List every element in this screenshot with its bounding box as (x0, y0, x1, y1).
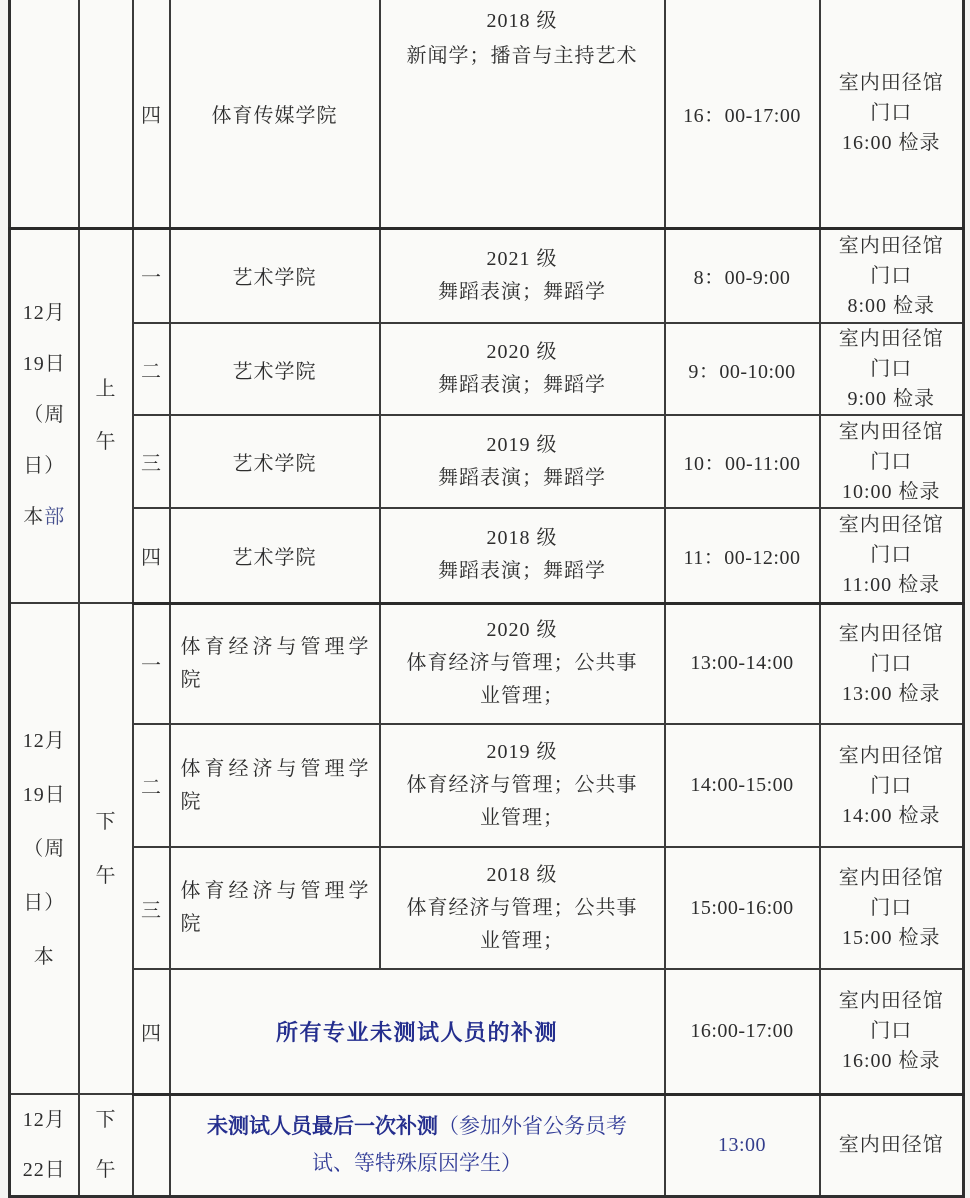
location-line: 15:00 检录 (841, 927, 941, 949)
period-cell-empty (79, 0, 133, 228)
time-slot-cell: 13:00 (665, 1094, 820, 1197)
college-line: 院 (180, 668, 205, 691)
seq-cell: 一 (133, 603, 170, 724)
location-line: 10:00 检录 (841, 480, 941, 503)
location-line: 室内田径馆 (838, 1134, 944, 1157)
seq-cell: 三 (133, 847, 170, 969)
college-line: 体育经济与管理学 (180, 757, 373, 780)
final-makeup-text (197, 1108, 637, 1182)
location-cell (820, 0, 964, 228)
majors-line: 舞蹈表演；舞蹈学 (438, 560, 606, 583)
majors-line: 业管理； (480, 807, 564, 829)
location-line: 16:00 检录 (841, 1050, 941, 1073)
location-line: 室内田径馆 (838, 867, 944, 889)
college-cell: 艺术学院 (170, 508, 380, 603)
seq-cell: 一 (133, 228, 170, 323)
fitness-test-schedule-table (8, 0, 965, 1198)
location-cell (820, 724, 964, 847)
seq-cell: 三 (133, 415, 170, 508)
date-line: 19日 (22, 783, 66, 806)
location-line: 门口 (870, 544, 913, 567)
date-cell-empty (10, 0, 79, 228)
table-row (10, 228, 964, 323)
date-line: 日） (23, 455, 66, 478)
location-line: 11:00 检录 (842, 574, 941, 597)
table-row (10, 969, 964, 1094)
majors-cell (380, 724, 665, 847)
majors-cell (380, 228, 665, 323)
period-line: 下 (95, 810, 116, 833)
grade-line: 2018 级 (486, 527, 558, 550)
location-cell (820, 415, 964, 508)
location-cell (820, 323, 964, 415)
location-cell (820, 603, 964, 724)
college-cell: 艺术学院 (170, 323, 380, 415)
final-makeup-note: （参加外省公务员考试、等特殊原因学生） (312, 1114, 627, 1176)
location-line: 室内田径馆 (838, 420, 944, 443)
location-line: 室内田径馆 (838, 744, 944, 767)
majors-line: 业管理； (480, 685, 564, 708)
majors-line: 舞蹈表演；舞蹈学 (438, 280, 606, 303)
table-row (10, 847, 964, 969)
time-slot-cell: 16:00-17:00 (665, 969, 820, 1094)
college-line: 体育经济与管理学 (180, 635, 373, 658)
location-line: 门口 (870, 897, 913, 919)
location-line: 室内田径馆 (838, 990, 944, 1013)
date-line: 12月 (22, 729, 66, 752)
date-cell-dec19-morning (10, 228, 79, 603)
time-slot-cell: 11：00-12:00 (665, 508, 820, 603)
seq-cell: 四 (133, 508, 170, 603)
seq-cell-empty (133, 1094, 170, 1197)
grade-line: 2018 级 (486, 10, 558, 32)
table-row (10, 603, 964, 724)
college-cell (170, 603, 380, 724)
date-line: 19日 (22, 353, 66, 376)
time-slot-cell: 16：00-17:00 (665, 0, 820, 228)
time-slot-cell: 8：00-9:00 (665, 228, 820, 323)
majors-line: 体育经济与管理；公共事 (406, 652, 638, 675)
period-line: 午 (95, 864, 116, 887)
location-line: 14:00 检录 (841, 804, 941, 827)
location-line: 门口 (870, 774, 913, 797)
makeup-test-title: 所有专业未测试人员的补测 (275, 1019, 558, 1045)
table-row (10, 323, 964, 415)
college-line: 院 (180, 790, 205, 813)
grade-line: 2019 级 (486, 741, 558, 763)
location-line: 门口 (870, 102, 913, 125)
period-cell-morning (79, 228, 133, 603)
seq-cell: 四 (133, 0, 170, 228)
date-line: 12月 (22, 1109, 66, 1131)
date-cell-dec22 (10, 1094, 79, 1197)
college-cell: 艺术学院 (170, 415, 380, 508)
seq-cell: 二 (133, 724, 170, 847)
campus-char-black: 本 (23, 506, 45, 529)
location-cell (820, 847, 964, 969)
grade-line: 2020 级 (486, 619, 558, 642)
grade-line: 2019 级 (486, 433, 558, 456)
majors-cell (380, 415, 665, 508)
date-line: 日） (23, 891, 66, 914)
time-slot-cell: 15:00-16:00 (665, 847, 820, 969)
location-line: 室内田径馆 (838, 72, 944, 95)
location-line: 9:00 检录 (847, 388, 936, 410)
period-line: 下 (95, 1109, 116, 1131)
college-line: 体育经济与管理学 (180, 880, 373, 902)
date-line: （周 (23, 837, 66, 860)
time-slot-cell: 10：00-11:00 (665, 415, 820, 508)
table-row (10, 1094, 964, 1197)
location-line: 门口 (870, 264, 913, 287)
location-cell (820, 1094, 964, 1197)
seq-cell: 二 (133, 323, 170, 415)
table-row (10, 0, 964, 228)
location-line: 8:00 检录 (847, 294, 936, 317)
campus-char-blue: 部 (44, 506, 66, 529)
makeup-test-cell (170, 969, 665, 1094)
college-cell (170, 847, 380, 969)
period-line: 上 (95, 377, 116, 400)
location-cell (820, 969, 964, 1094)
majors-line: 体育经济与管理；公共事 (406, 896, 638, 919)
grade-line: 2018 级 (486, 863, 558, 886)
majors-line: 业管理； (480, 929, 564, 952)
date-line: 12月 (22, 302, 66, 325)
college-line: 院 (180, 913, 205, 935)
location-line: 室内田径馆 (838, 622, 944, 645)
location-line: 门口 (870, 1020, 913, 1043)
period-cell-afternoon (79, 1094, 133, 1197)
location-line: 室内田径馆 (838, 234, 944, 257)
majors-cell (380, 847, 665, 969)
majors-cell (380, 508, 665, 603)
location-line: 室内田径馆 (838, 514, 944, 537)
majors-line: 舞蹈表演；舞蹈学 (438, 374, 606, 396)
location-line: 13:00 检录 (841, 682, 941, 705)
majors-line: 体育经济与管理；公共事 (406, 774, 638, 796)
table-row (10, 508, 964, 603)
date-cell-dec19-afternoon (10, 603, 79, 1094)
location-cell (820, 508, 964, 603)
table-row (10, 415, 964, 508)
majors-cell (380, 323, 665, 415)
college-cell: 艺术学院 (170, 228, 380, 323)
majors-line: 新闻学；播音与主持艺术 (406, 45, 638, 67)
date-line: 22日 (22, 1159, 66, 1181)
time-slot-cell: 14:00-15:00 (665, 724, 820, 847)
location-line: 门口 (870, 450, 913, 473)
period-line: 午 (95, 1159, 116, 1181)
location-line: 门口 (870, 358, 913, 380)
location-line: 室内田径馆 (838, 328, 944, 350)
college-cell: 体育传媒学院 (170, 0, 380, 228)
grade-line: 2020 级 (486, 341, 558, 363)
date-line-campus (11, 492, 78, 543)
seq-cell: 四 (133, 969, 170, 1094)
time-slot-cell: 13:00-14:00 (665, 603, 820, 724)
grade-line: 2021 级 (486, 247, 558, 270)
date-line: （周 (23, 404, 66, 427)
location-cell (820, 228, 964, 323)
period-line: 午 (95, 430, 116, 453)
final-makeup-cell (170, 1094, 665, 1197)
period-cell-afternoon (79, 603, 133, 1094)
majors-cell (380, 0, 665, 228)
table-row (10, 724, 964, 847)
location-line: 16:00 检录 (841, 132, 941, 155)
location-line: 门口 (870, 652, 913, 675)
time-slot-cell: 9：00-10:00 (665, 323, 820, 415)
date-line: 本 (33, 945, 55, 968)
majors-cell (380, 603, 665, 724)
final-makeup-title: 未测试人员最后一次补测 (207, 1115, 438, 1139)
majors-line: 舞蹈表演；舞蹈学 (438, 466, 606, 489)
college-cell (170, 724, 380, 847)
